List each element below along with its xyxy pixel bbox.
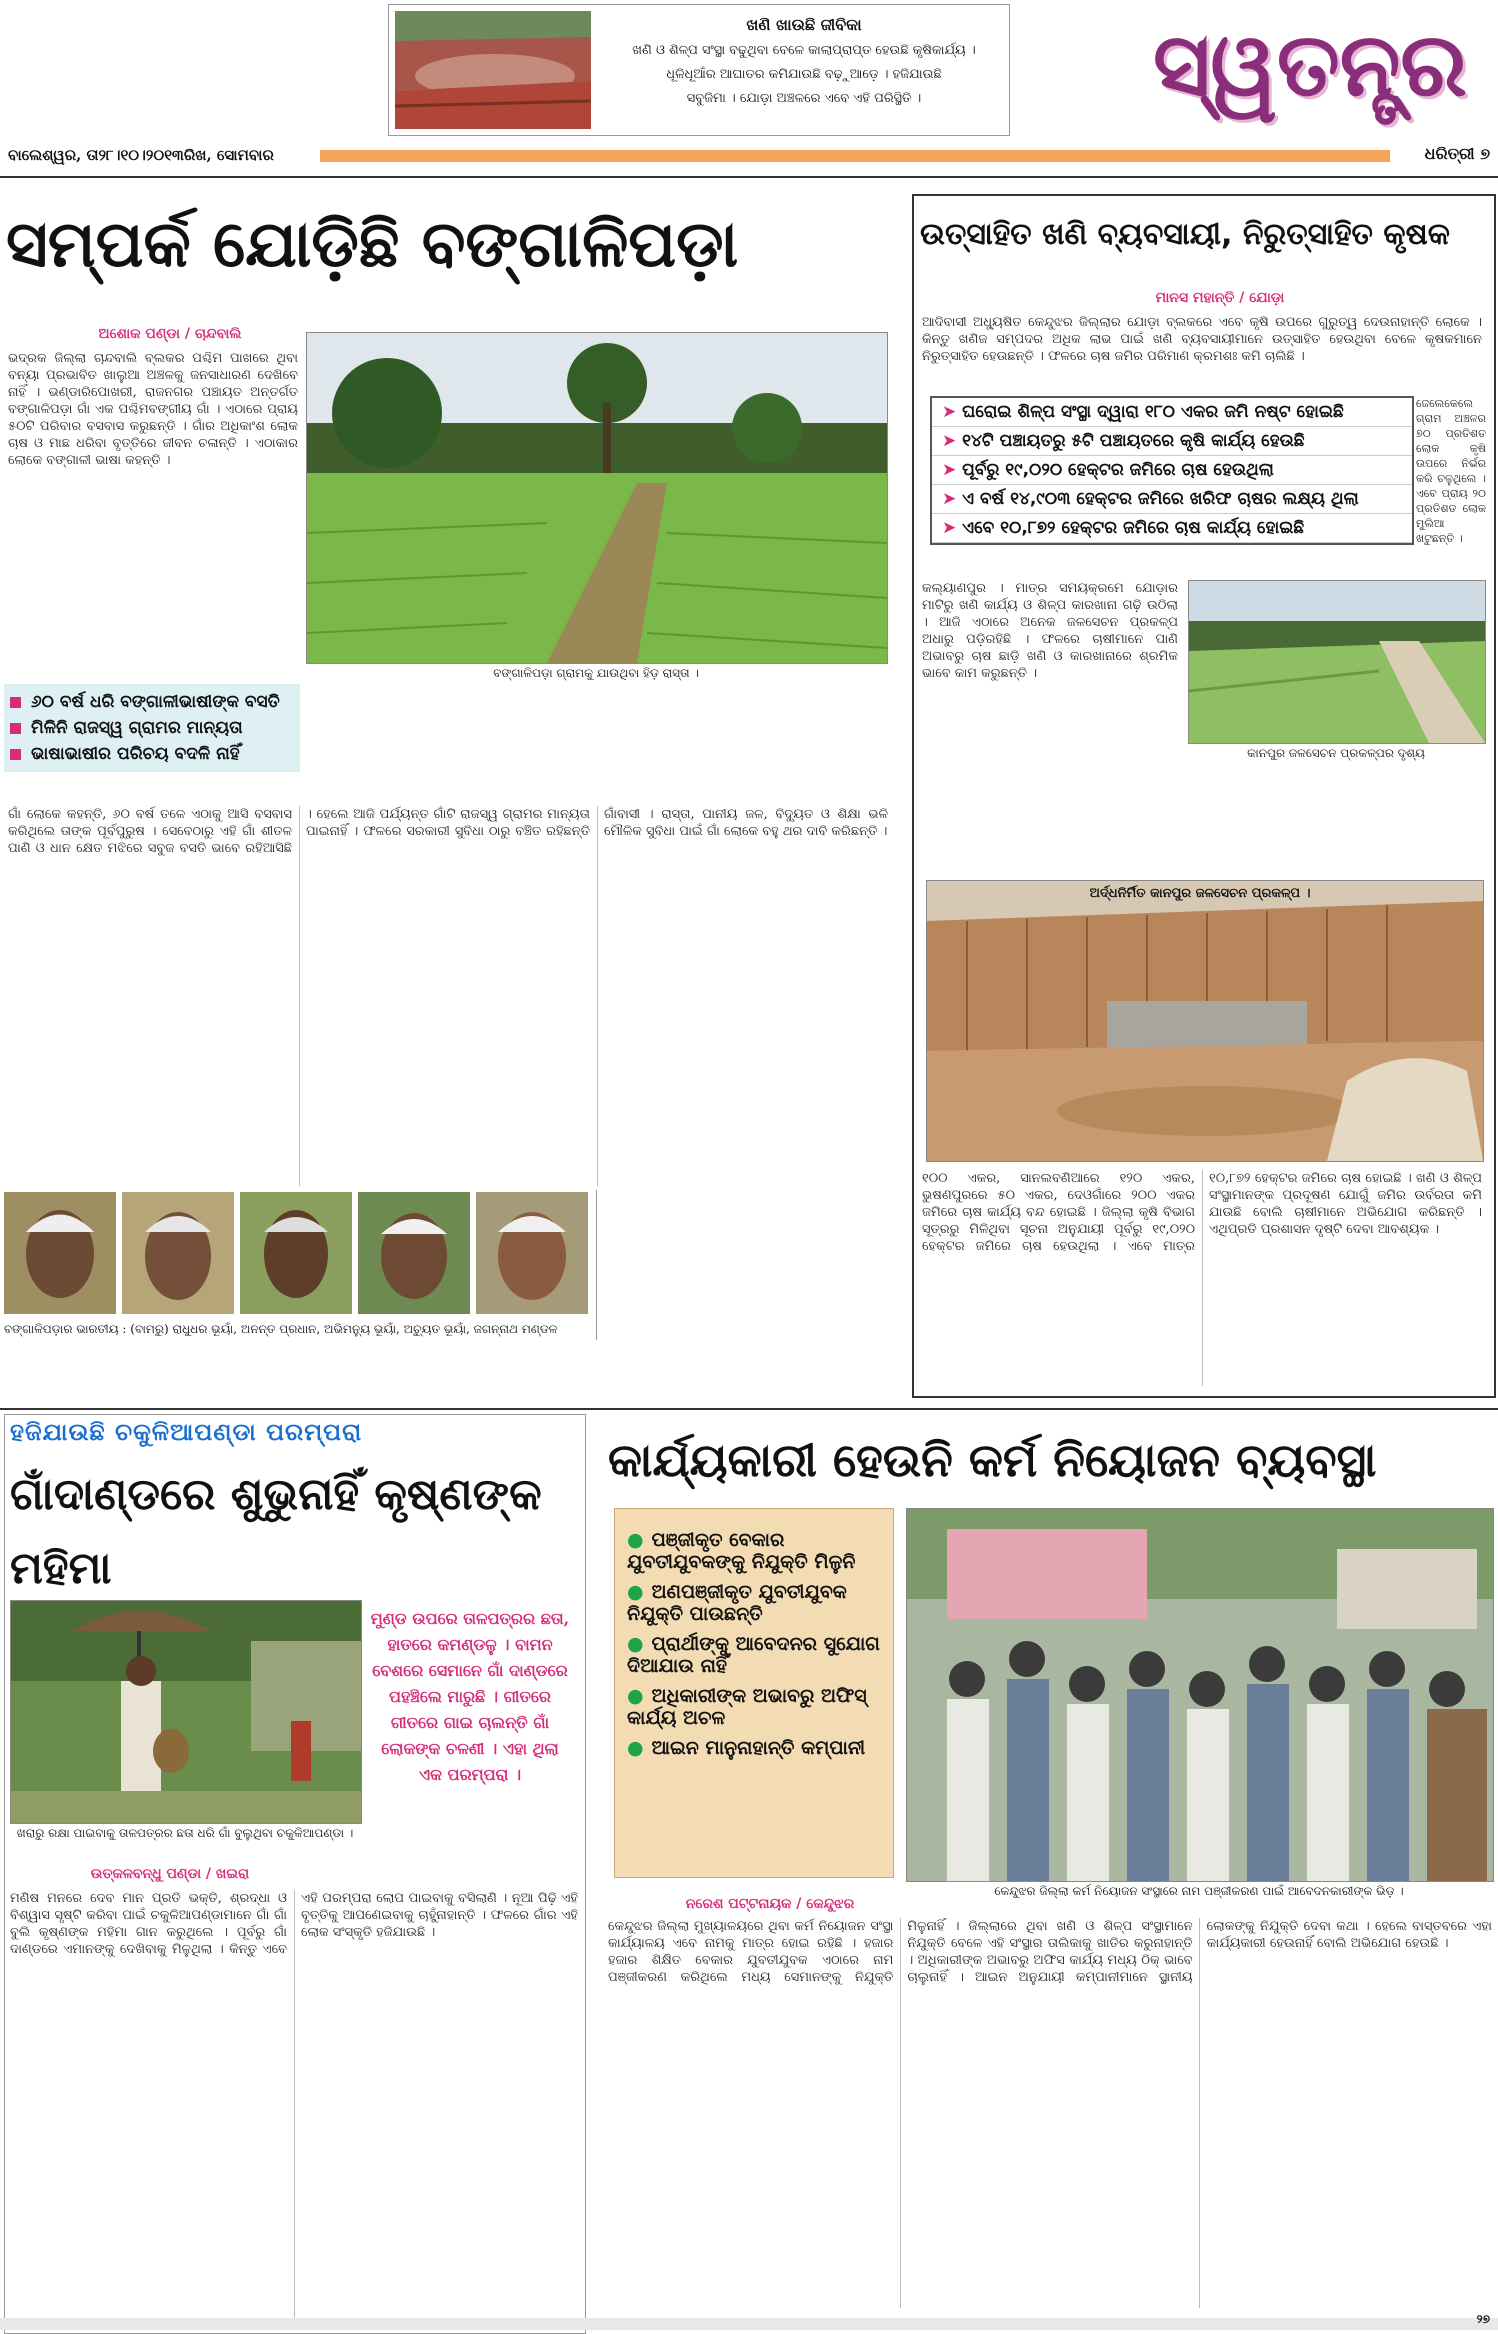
date-rule <box>320 150 1390 162</box>
date-line: ବାଲେଶ୍ୱର, ତା୨୮।୧୦।୨୦୧୩ରିଖ, ସୋମବାର <box>8 146 274 164</box>
teaser-box[interactable] <box>388 4 1010 136</box>
story4-byline: ନରେଶ ପଟ୍ଟନାୟକ / କେନ୍ଦୁଝର <box>685 1896 855 1912</box>
story2-point: ➤ ୧୪ଟି ପଞ୍ଚାୟତରୁ ୫ଟି ପଞ୍ଚାୟତରେ କୃଷି କାର୍ଯ୍ୟ ହେଉଛି <box>932 427 1412 456</box>
story2-point: ➤ ଘରୋଇ ଶିଳ୍ପ ସଂସ୍ଥା ଦ୍ୱାରା ୧୮୦ ଏକର ଜମି ନଷ୍ଟ ହୋଇଛି <box>932 398 1412 427</box>
story3-photo-caption: ଖରାରୁ ରକ୍ଷା ପାଇବାକୁ ତାଳପତ୍ରର ଛତା ଧରି ଗାଁ ବୁଲୁଥିବା ଚକୁଳିଆପଣ୍ଡା । <box>16 1826 354 1840</box>
story2-canal-photo <box>1188 580 1486 744</box>
story2-point: ➤ ଏ ବର୍ଷ ୧୪,୯୦୩ ହେକ୍ଟର ଜମିରେ ଖରିଫ ଚାଷର ଲକ୍ଷ୍ୟ ଥିଲା <box>932 485 1412 514</box>
story2-byline: ମାନସ ମହାନ୍ତି / ଯୋଡ଼ା <box>1155 290 1285 306</box>
story4-headline: କାର୍ଯ୍ୟକାରୀ ହେଉନି କର୍ମ ନିୟୋଜନ ବ୍ୟବସ୍ଥା <box>608 1433 1377 1487</box>
story2-point: ➤ ଏବେ ୧୦,୮୭୨ ହେକ୍ଟର ଜମିରେ ଚାଷ କାର୍ଯ୍ୟ ହୋଇଛି <box>932 514 1412 543</box>
story4-point: ● ଅଣପଞ୍ଜୀକୃତ ଯୁବତୀଯୁବକ ନିଯୁକ୍ତି ପାଉଛନ୍ତି <box>627 1581 881 1625</box>
story3-quote: ମୁଣ୍ଡ ଉପରେ ତାଳପତ୍ରର ଛତା, ହାତରେ କମଣ୍ଡଳୁ । ବାମନ ବେଶରେ ସେମାନେ ଗାଁ ଦାଣ୍ଡରେ ପହଞ୍ଚିଲେ ମାରୁଛି । ଗୀତରେ ଗୀତରେ ଗାଇ ଚାଲନ୍ତି ଗାଁ ଲୋକଙ୍କ ଚଳଣୀ । ଏହା ଥିଲା ଏକ ପରମ୍ପରା । <box>370 1609 570 1784</box>
story1-faces <box>4 1192 590 1314</box>
story1-body-top: ଭଦ୍ରକ ଜିଲ୍ଲା ଚାନ୍ଦବାଲି ବ୍ଲକର ପଶ୍ଚିମ ପାଖରେ ଥିବା ବନ୍ୟା ପ୍ରଭାବିତ ଖାଲୁଆ ଅଞ୍ଚଳକୁ ଜନସାଧାରଣ ଦେଖିବେ ନାହିଁ । ଭଣ୍ଡାରିପୋଖରୀ, ରାଜନଗର ପଞ୍ଚାୟତ ଅନ୍ତର୍ଗତ ବଙ୍ଗାଳିପଡ଼ା ଗାଁ ଏକ ପଶ୍ଚିମବଙ୍ଗୀୟ ଗାଁ । ଏଠାରେ ପ୍ରାୟ ୫୦ଟି ପରିବାର ବସବାସ କରୁଛନ୍ତି । ଗାଁର ଅଧିକାଂଶ ଲୋକ ଚାଷ ଓ ମାଛ ଧରିବା ବୃତ୍ତିରେ ଜୀବନ ଚଳାନ୍ତି । ଏଠାକାର ଲୋକେ ବଙ୍ଗାଳୀ ଭାଷା କହନ୍ତି । <box>8 351 298 468</box>
story4-point: ● ଅଧିକାରୀଙ୍କ ଅଭାବରୁ ଅଫିସ୍ କାର୍ଯ୍ୟ ଅଚଳ <box>627 1685 881 1729</box>
story3-headline: ଗାଁଦାଣ୍ଡରେ ଶୁଭୁନାହିଁ କୃଷ୍ଣଙ୍କ ମହିମା <box>10 1469 542 1594</box>
story3-body: ମଣିଷ ମନରେ ଦେବ ମାନ ପ୍ରତି ଭକ୍ତି, ଶ୍ରଦ୍ଧା ଓ ବିଶ୍ୱାସ ସୃଷ୍ଟି କରିବା ପାଇଁ ଚକୁଳିଆପଣ୍ଡାମାନେ ଗାଁ ଗାଁ ବୁଲି କୃଷ୍ଣଙ୍କ ମହିମା ଗାନ କରୁଥିଲେ । ପୂର୍ବରୁ ଗାଁ ଦାଣ୍ଡରେ ଏମାନଙ୍କୁ ଦେଖିବାକୁ ମିଳୁଥିଲା । କିନ୍ତୁ ଏବେ ଏହି ପରମ୍ପରା ଲୋପ ପାଇବାକୁ ବସିଲାଣି । ନୂଆ ପିଢ଼ି ଏହି ବୃତ୍ତିକୁ ଆପଣେଇବାକୁ ଚାହୁଁନାହାନ୍ତି । ଫଳରେ ଗାଁର ଏହି ଲୋକ ସଂସ୍କୃତି ହଜିଯାଉଛି । <box>10 1891 578 1957</box>
story2-point: ➤ ପୂର୍ବରୁ ୧୯,୦୨୦ ହେକ୍ଟର ଜମିରେ ଚାଷ ହେଉଥିଲା <box>932 456 1412 485</box>
story1-point: ମିଳିନି ରାଜସ୍ୱ ଗ୍ରାମର ମାନ୍ୟତା <box>10 718 300 738</box>
teaser-line: ଖଣି ଓ ଶିଳ୍ପ ସଂସ୍ଥା ବଢୁଥିବା ବେଳେ କାଲାପ୍ରାପ୍ତ ହେଉଛି କୃଷିକାର୍ଯ୍ୟ । <box>632 43 976 58</box>
column-divider <box>596 1190 597 1340</box>
story2-headline: ଉତ୍ସାହିତ ଖଣି ବ୍ୟବସାୟୀ, ନିରୁତ୍ସାହିତ କୃଷକ <box>920 217 1450 252</box>
story1-point: ୬୦ ବର୍ଷ ଧରି ବଙ୍ଗାଳୀଭାଷୀଙ୍କ ବସତି <box>10 692 300 712</box>
masthead-title: ସ୍ୱତନ୍ତ୍ର <box>1153 13 1467 116</box>
story1-faces-caption: ବଙ୍ଗାଳିପଡ଼ାର ଭାରତୀୟ : (ବାମରୁ) ରାଧୁଧର ଭୂୟାଁ, ଅନନ୍ତ ପ୍ରଧାନ, ଅଭିମନ୍ୟୁ ଭୂୟାଁ, ଅଚ୍ୟୁତ ଭୂୟାଁ, ଜଗନ୍ନାଥ ମଣ୍ଡଳ <box>4 1322 558 1336</box>
story4-points <box>614 1508 894 1878</box>
story1-byline: ଅଶୋକ ପଣ୍ଡା / ଚାନ୍ଦବାଲି <box>98 326 242 342</box>
story4-photo-caption: କେନ୍ଦୁଝର ଜିଲ୍ଲା କର୍ମ ନିୟୋଜନ ସଂସ୍ଥାରେ ନାମ ପଞ୍ଜୀକରଣ ପାଇଁ ଆବେଦନକାରୀଙ୍କ ଭିଡ଼ । <box>994 1884 1404 1898</box>
story1-body-main: ଗାଁ ଲୋକେ କହନ୍ତି, ୬୦ ବର୍ଷ ତଳେ ଏଠାକୁ ଆସି ବସବାସ କରିଥିଲେ ତାଙ୍କ ପୂର୍ବପୁରୁଷ । ସେବେଠାରୁ ଏହି ଗାଁ ଶୀତଳ ପାଣି ଓ ଧାନ କ୍ଷେତ ମଝିରେ ସବୁଜ ବସତି ଭାବେ ରହିଆସିଛି । ହେଲେ ଆଜି ପର୍ଯ୍ୟନ୍ତ ଗାଁଟି ରାଜସ୍ୱ ଗ୍ରାମର ମାନ୍ୟତା ପାଇନାହିଁ । ଫଳରେ ସରକାରୀ ସୁବିଧା ଠାରୁ ବଞ୍ଚିତ ରହିଛନ୍ତି ଗାଁବାସୀ । ରାସ୍ତା, ପାନୀୟ ଜଳ, ବିଦ୍ୟୁତ ଓ ଶିକ୍ଷା ଭଳି ମୌଳିକ ସୁବିଧା ପାଇଁ ଗାଁ ଲୋକେ ବହୁ ଥର ଦାବି କରିଛନ୍ତି । <box>8 807 888 856</box>
story1-paddy-photo <box>306 332 888 664</box>
story4-body: କେନ୍ଦୁଝର ଜିଲ୍ଲା ମୁଖ୍ୟାଳୟରେ ଥିବା କର୍ମ ନିୟୋଜନ ସଂସ୍ଥା କାର୍ଯ୍ୟାଳୟ ଏବେ ନାମକୁ ମାତ୍ର ହୋଇ ରହିଛି । ହଜାର ହଜାର ଶିକ୍ଷିତ ବେକାର ଯୁବତୀଯୁବକ ଏଠାରେ ନାମ ପଞ୍ଜୀକରଣ କରିଥିଲେ ମଧ୍ୟ ସେମାନଙ୍କୁ ନିଯୁକ୍ତି ମିଳୁନାହିଁ । ଜିଲ୍ଲାରେ ଥିବା ଖଣି ଓ ଶିଳ୍ପ ସଂସ୍ଥାମାନେ ନିଯୁକ୍ତି ବେଳେ ଏହି ସଂସ୍ଥାର ତାଲିକାକୁ ଖାତିର କରୁନାହାନ୍ତି । ଅଧିକାରୀଙ୍କ ଅଭାବରୁ ଅଫିସ କାର୍ଯ୍ୟ ମଧ୍ୟ ଠିକ୍ ଭାବେ ଚାଲୁନାହିଁ । ଆଇନ ଅନୁଯାୟୀ କମ୍ପାନୀମାନେ ସ୍ଥାନୀୟ ଲୋକଙ୍କୁ ନିଯୁକ୍ତି ଦେବା କଥା । ହେଲେ ବାସ୍ତବରେ ଏହା କାର୍ଯ୍ୟକାରୀ ହେଉନାହିଁ ବୋଲି ଅଭିଯୋଗ ହେଉଛି । <box>608 1919 1492 1985</box>
story1-point: ଭାଷାଭାଷୀର ପରିଚୟ ବଦଳି ନାହିଁ <box>10 744 300 764</box>
story2-points <box>930 396 1414 545</box>
story2-body-bottom: ୧୦୦ ଏକର, ସାନଲବଣିଆରେ ୧୨୦ ଏକର, ଭୁଷଣପୁରରେ ୫୦ ଏକର, ଦେଓଗାଁରେ ୨୦୦ ଏକର ଜମିରେ ଚାଷ କାର୍ଯ୍ୟ ବନ୍ଦ ହୋଇଛି । ଜିଲ୍ଲା କୃଷି ବିଭାଗ ସୂତ୍ରରୁ ମିଳିଥିବା ସୂଚନା ଅନୁଯାୟୀ ପୂର୍ବରୁ ୧୯,୦୨୦ ହେକ୍ଟର ଜମିରେ ଚାଷ ହେଉଥିଲା । ଏବେ ମାତ୍ର ୧୦,୮୭୨ ହେକ୍ଟର ଜମିରେ ଚାଷ ହୋଇଛି । ଖଣି ଓ ଶିଳ୍ପ ସଂସ୍ଥାମାନଙ୍କ ପ୍ରଦୂଷଣ ଯୋଗୁଁ ଜମିର ଉର୍ବରତା କମି ଯାଉଛି ବୋଲି ଚାଷୀମାନେ ଅଭିଯୋଗ କରିଛନ୍ତି । ଏଥିପ୍ରତି ପ୍ରଶାସନ ଦୃଷ୍ଟି ଦେବା ଆବଶ୍ୟକ । <box>922 1171 1482 1254</box>
story4-point: ● ପଞ୍ଜୀକୃତ ବେକାର ଯୁବତୀଯୁବକଙ୍କୁ ନିଯୁକ୍ତି ମିଳୁନି <box>627 1529 881 1573</box>
story2-body-mid: କଲ୍ୟାଣପୁର । ମାତ୍ର ସମୟକ୍ରମେ ଯୋଡ଼ାର ମାଟିରୁ ଖଣି କାର୍ଯ୍ୟ ଓ ଶିଳ୍ପ କାରଖାନା ଗଢ଼ି ଉଠିଲା । ଆଜି ଏଠାରେ ଅନେକ ଜଳସେଚନ ପ୍ରକଳ୍ପ ଅଧାରୁ ପଡ଼ିରହିଛି । ଫଳରେ ଚାଷୀମାନେ ପାଣି ଅଭାବରୁ ଚାଷ ଛାଡ଼ି ଖଣି ଓ କାରଖାନାରେ ଶ୍ରମିକ ଭାବେ କାମ କରୁଛନ୍ତି । <box>922 581 1178 681</box>
teaser-photo <box>395 11 591 129</box>
story3-byline: ଉତ୍କଳବନ୍ଧୁ ପଣ୍ଡା / ଖଇରା <box>90 1866 250 1882</box>
story4-point: ● ପ୍ରାର୍ଥୀଙ୍କୁ ଆବେଦନର ସୁଯୋଗ ଦିଆଯାଉ ନାହିଁ <box>627 1633 881 1677</box>
story1-headline: ସମ୍ପର୍କ ଯୋଡ଼ିଛି ବଙ୍ଗାଳିପଡ଼ା <box>6 208 739 282</box>
section-rule <box>0 1408 1498 1410</box>
story4-crowd-photo <box>906 1508 1494 1882</box>
story4-point: ● ଆଇନ ମାନୁନାହାନ୍ତି କମ୍ପାନୀ <box>627 1737 881 1759</box>
story1-points <box>4 684 300 772</box>
teaser-title: ଖଣି ଖାଉଛି ଜୀବିକା <box>746 15 862 34</box>
story2-dam-photo <box>926 880 1484 1162</box>
footer-bar <box>0 2318 1498 2330</box>
story2-photo2-caption: ଅର୍ଦ୍ଧନିର୍ମିତ କାନପୁର ଜଳସେଚନ ପ୍ରକଳ୍ପ । <box>1089 886 1311 901</box>
story1-photo-caption: ବଙ୍ଗାଳିପଡ଼ା ଗ୍ରାମକୁ ଯାଉଥିବା ହିଡ଼ ରାସ୍ତା । <box>493 666 699 680</box>
story3-photo <box>10 1600 362 1824</box>
teaser-line: ଧୂଳିଧୂଆଁର ଆଘାତର କମିଯାଉଛି ବଢ଼ୁଆଡ଼େ । ହଜିଯାଉଛି <box>666 67 942 82</box>
story3-kicker: ହଜିଯାଉଛି ଚକୁଳିଆପଣ୍ଡା ପରମ୍ପରା <box>10 1418 363 1446</box>
page-number: ୨୭ <box>1476 2312 1490 2326</box>
story2-body-side: ଜେଲେକେଲେ ଗ୍ରାମ ଅଞ୍ଚଳର ୭୦ ପ୍ରତିଶତ ଲୋକ କୃଷି ଉପରେ ନିର୍ଭର କରି ଚଳୁଥିଲେ । ଏବେ ପ୍ରାୟ ୨୦ ପ୍ରତିଶତ ଲୋକ ମୁଲିଆ ଖଟୁଛନ୍ତି । <box>1416 397 1486 545</box>
story2-body-intro: ଆଦିବାସୀ ଅଧ୍ୟୁଷିତ କେନ୍ଦୁଝର ଜିଲ୍ଲାର ଯୋଡ଼ା ବ୍ଲକରେ ଏବେ କୃଷି ଉପରେ ଗୁରୁତ୍ୱ ଦେଉନାହାନ୍ତି ଲୋକେ । କିନ୍ତୁ ଖଣିଜ ସମ୍ପଦର ଅଧିକ ଲାଭ ପାଇଁ ଖଣି ବ୍ୟବସାୟୀମାନେ ଉତ୍ସାହିତ ହେଉଥିବା ବେଳେ କୃଷକମାନେ ନିରୁତ୍ସାହିତ ହେଉଛନ୍ତି । ଫଳରେ ଚାଷ ଜମିର ପରିମାଣ କ୍ରମଶଃ କମି ଚାଲିଛି । <box>922 315 1482 364</box>
page-label: ଧରିତ୍ରୀ ୭ <box>1424 144 1490 163</box>
masthead-rule <box>0 176 1498 178</box>
story2-photo1-caption: କାନପୁର ଜଳସେଚନ ପ୍ରକଳ୍ପର ଦୃଶ୍ୟ <box>1247 746 1425 760</box>
teaser-line: ସବୁଜିମା । ଯୋଡ଼ା ଅଞ୍ଚଳରେ ଏବେ ଏହି ପରିସ୍ଥିତି । <box>686 91 922 106</box>
